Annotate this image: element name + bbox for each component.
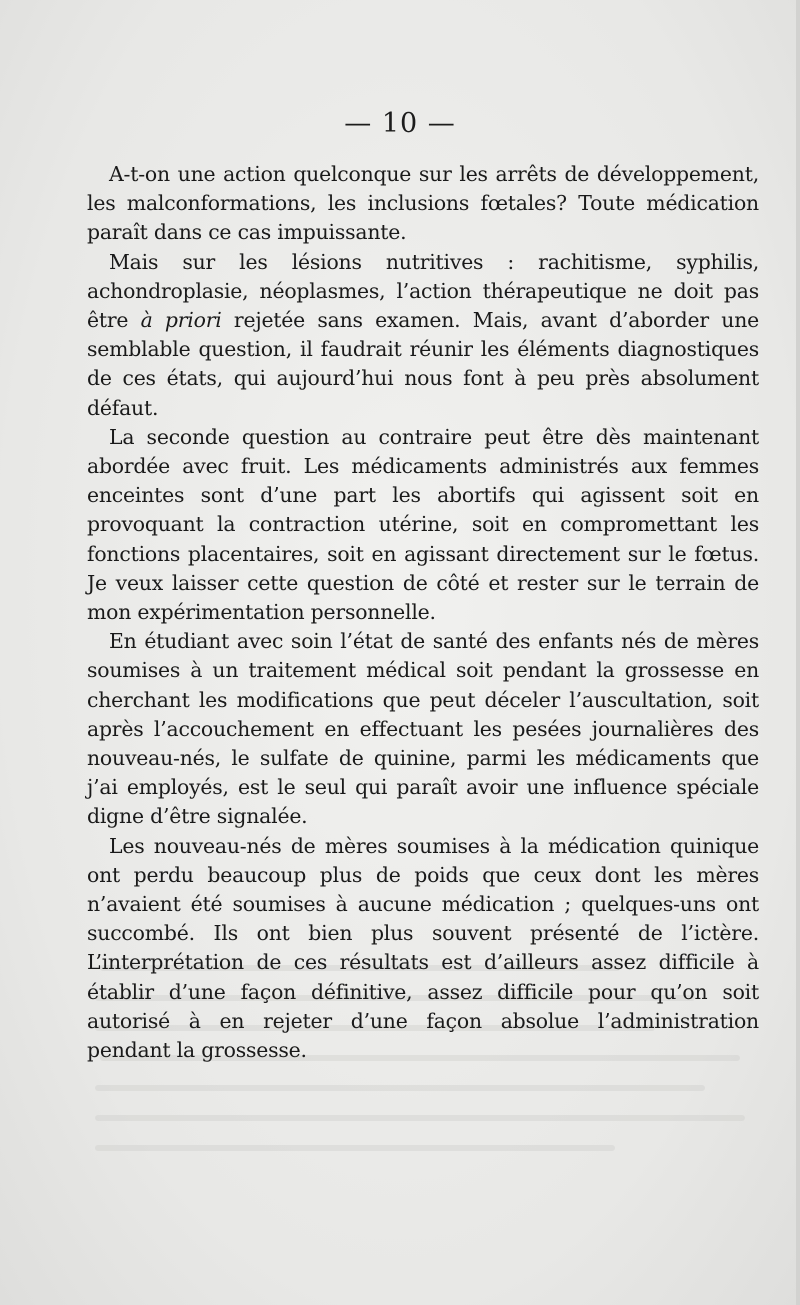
paragraph-2: Mais sur les lésions nutritives : rachitisme, syphilis, achondroplasie, néoplasmes, l’action thérapeutique ne doit pas être à priori rejetée sans examen. Mais, avant d’aborder une semblable question, il faudrait réunir les éléments diagnostiques de ces états, qui aujourd’hui nous font à peu près absolument défaut.: [87, 249, 760, 420]
paragraph-4: En étudiant avec soin l’état de santé des enfants nés de mères soumises à un traitement médical soit pendant la grossesse en cherchant les modifications que peut déceler l’auscultation, soit après l’accouchement en effectuant les pesées journalières des nouveau-nés, le sulfate de quinine, parmi les médicaments que j’ai employés, est le seul qui paraît avoir une influence spéciale digne d’être signalée.: [87, 629, 759, 829]
paragraph-1: A-t-on une action quelconque sur les arrêts de développement, les malconformations, les inclusions fœtales? Toute médication paraît dans ce cas impuissante.: [87, 162, 759, 245]
paragraph-5: Les nouveau-nés de mères soumises à la médication quinique ont perdu beaucoup plus de poids que ceux dont les mères n’avaient été soumises à aucune médication ; quelques-uns ont succombé. Ils ont bien plus souvent présenté de l’ictère. L’interprétation de ces résultats est d’ailleurs assez difficile à établir d’une façon définitive, assez difficile pour qu’on soit autorisé à en rejeter d’une façon absolue l’administration pendant la grossesse.: [87, 833, 759, 1063]
body-text: [87, 160, 759, 1065]
page-number: — 10 —: [344, 108, 456, 139]
italic-phrase: à priori: [140, 308, 222, 333]
paragraph-3: La seconde question au contraire peut être dès maintenant abordée avec fruit. Les médicaments administrés aux femmes enceintes sont d’une part les abortifs qui agissent soit en provoquant la contraction utérine, soit en compromettant les fonctions placentaires, soit en agissant directement sur le fœtus. Je veux laisser cette question de côté et rester sur le terrain de mon expérimentation personnelle.: [87, 424, 759, 625]
